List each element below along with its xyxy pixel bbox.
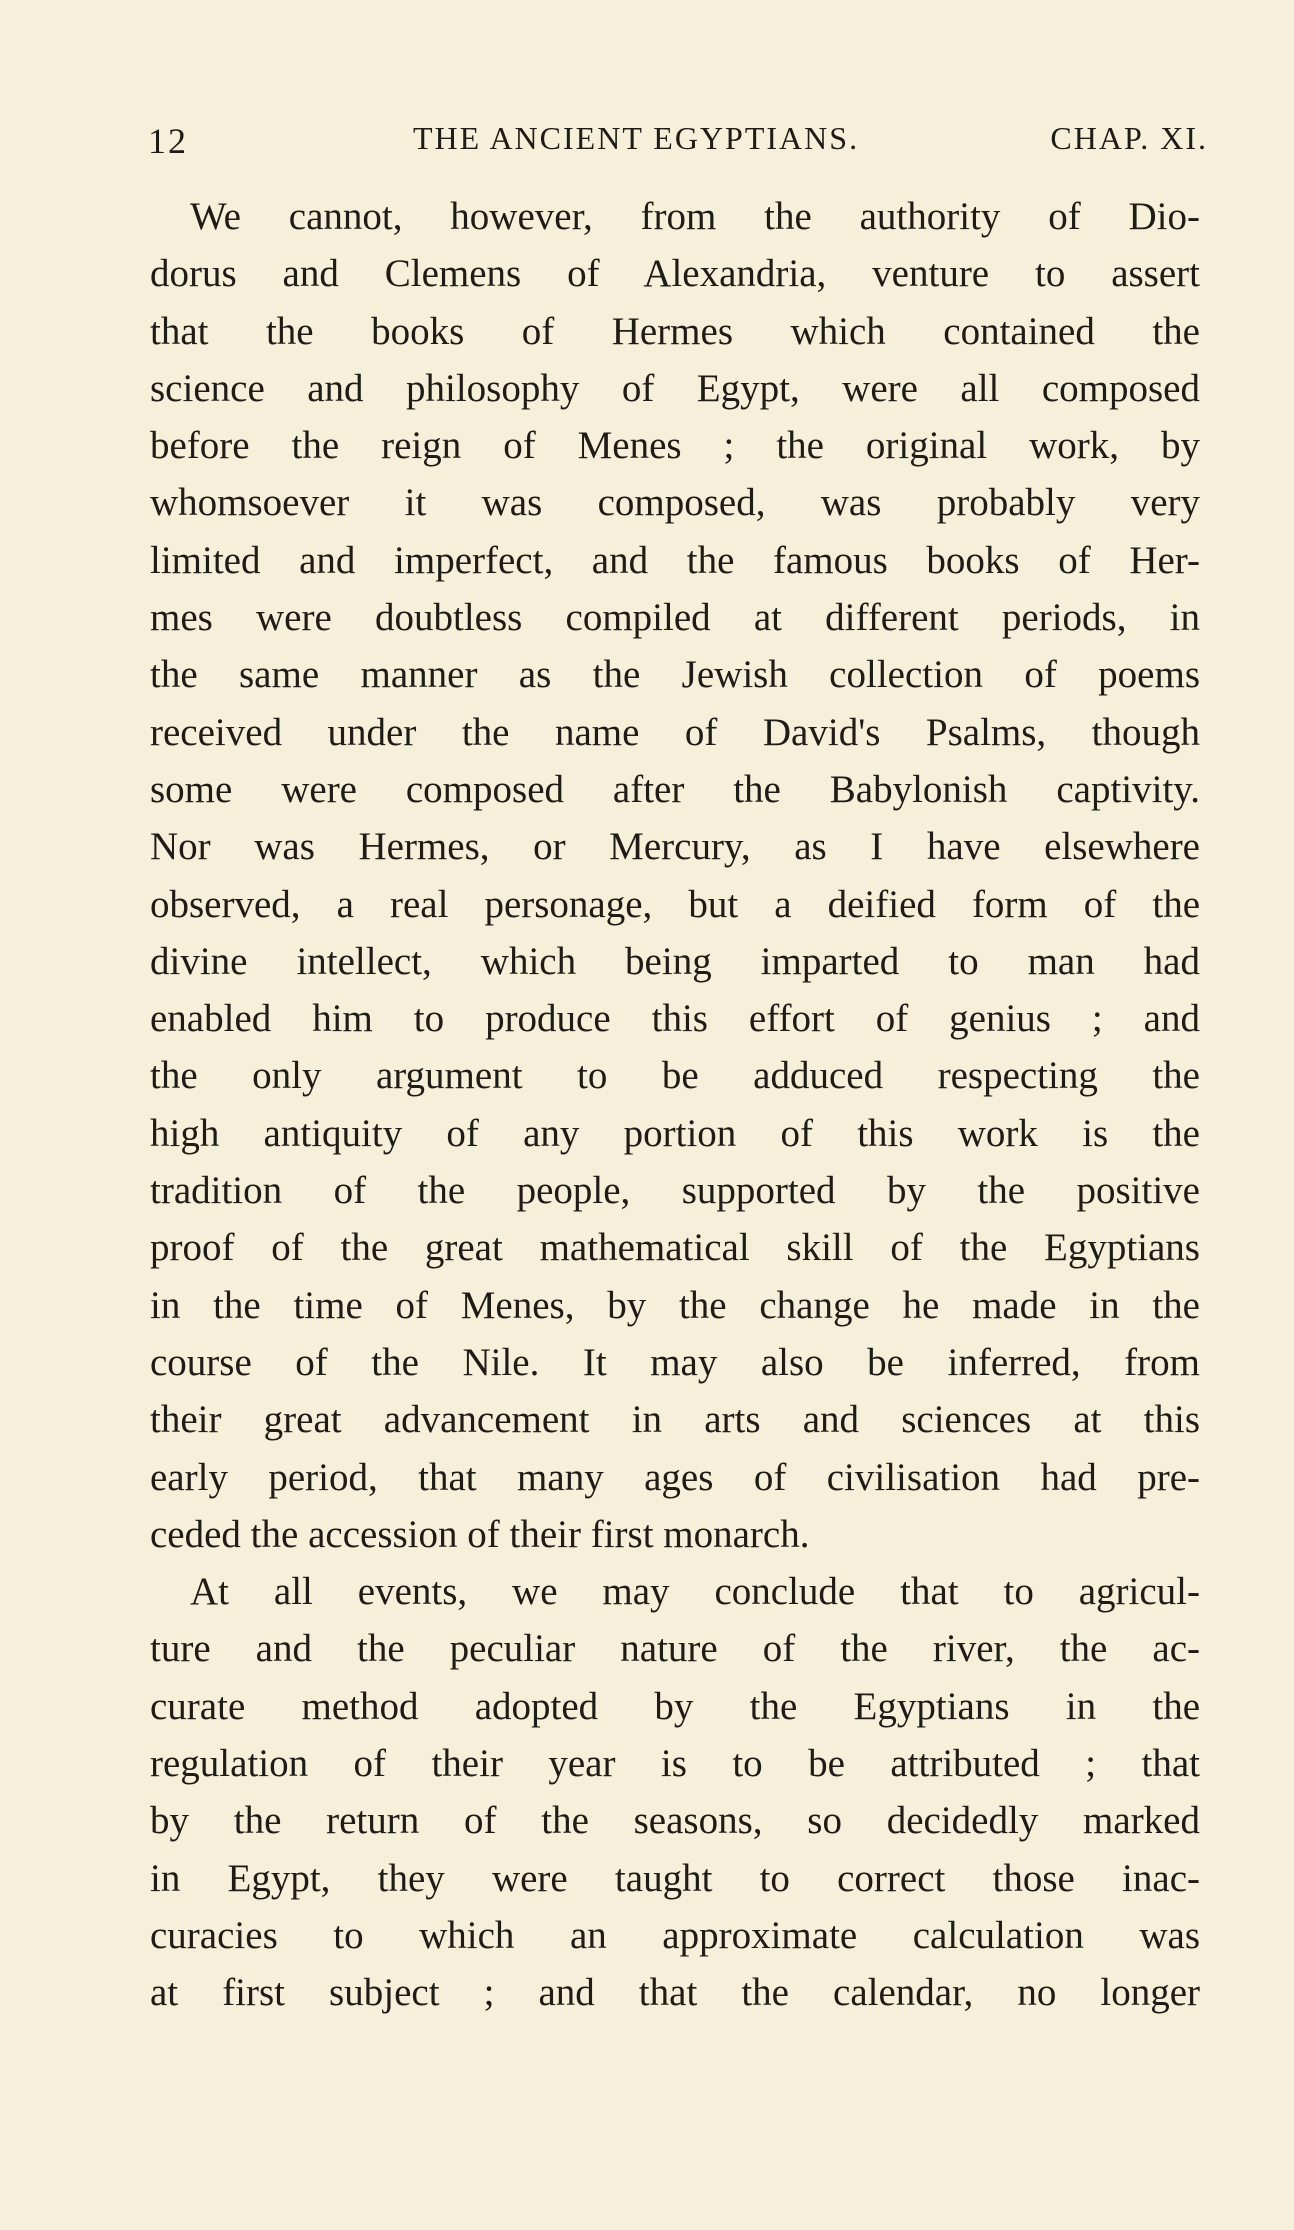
text-line: divine intellect, which being imparted to man had [150,939,1200,983]
text-line: their great advancement in arts and sciences at this [150,1398,1200,1442]
text-line: curate method adopted by the Egyptians in the [150,1684,1200,1728]
text-line: enabled him to produce this effort of genius ; and [150,997,1200,1041]
body-text [150,188,1200,2022]
text-line: limited and imperfect, and the famous books of Her- [150,538,1200,582]
text-line: received under the name of David's Psalms, though [150,710,1200,754]
text-line: whomsoever it was composed, was probably very [150,481,1200,525]
paragraph-1 [150,188,1200,1563]
text-line: At all events, we may conclude that to agricul- [190,1570,1200,1614]
text-line: by the return of the seasons, so decidedly marked [150,1799,1200,1843]
text-line: dorus and Clemens of Alexandria, venture to assert [150,252,1200,296]
text-line: ture and the peculiar nature of the river, the ac- [150,1627,1200,1671]
text-line: tradition of the people, supported by the positive [150,1169,1200,1213]
text-line: at first subject ; and that the calendar, no longer [150,1971,1200,2015]
text-line: We cannot, however, from the authority of Dio- [190,195,1200,238]
text-line: regulation of their year is to be attributed ; that [150,1742,1200,1786]
chapter-label: CHAP. XI. [1050,120,1208,156]
text-line: course of the Nile. It may also be inferred, from [150,1340,1200,1384]
text-line: early period, that many ages of civilisation had pre- [150,1455,1200,1499]
text-line: that the books of Hermes which contained the [150,309,1200,353]
text-line: in Egypt, they were taught to correct those inac- [150,1856,1200,1900]
text-line: in the time of Menes, by the change he made in the [150,1283,1200,1327]
text-line: science and philosophy of Egypt, were all composed [150,366,1200,410]
text-line: the only argument to be adduced respecting the [150,1054,1200,1098]
text-line: curacies to which an approximate calculation was [150,1913,1200,1957]
text-line: high antiquity of any portion of this work is the [150,1111,1200,1155]
text-line: observed, a real personage, but a deified form of the [150,882,1200,926]
running-header [148,120,1208,170]
text-line: ceded the accession of their first monarch. [150,1512,810,1556]
text-line: mes were doubtless compiled at different periods, in [150,596,1200,640]
paragraph-2 [150,1563,1200,2021]
text-line: Nor was Hermes, or Mercury, as I have elsewhere [150,825,1200,869]
text-line: before the reign of Menes ; the original work, by [150,424,1200,468]
running-title: THE ANCIENT EGYPTIANS. [413,120,860,156]
text-line: the same manner as the Jewish collection of poems [150,653,1200,697]
text-line: some were composed after the Babylonish captivity. [150,767,1200,811]
page-number: 12 [148,121,188,161]
text-line: proof of the great mathematical skill of the Egyptians [150,1226,1200,1270]
